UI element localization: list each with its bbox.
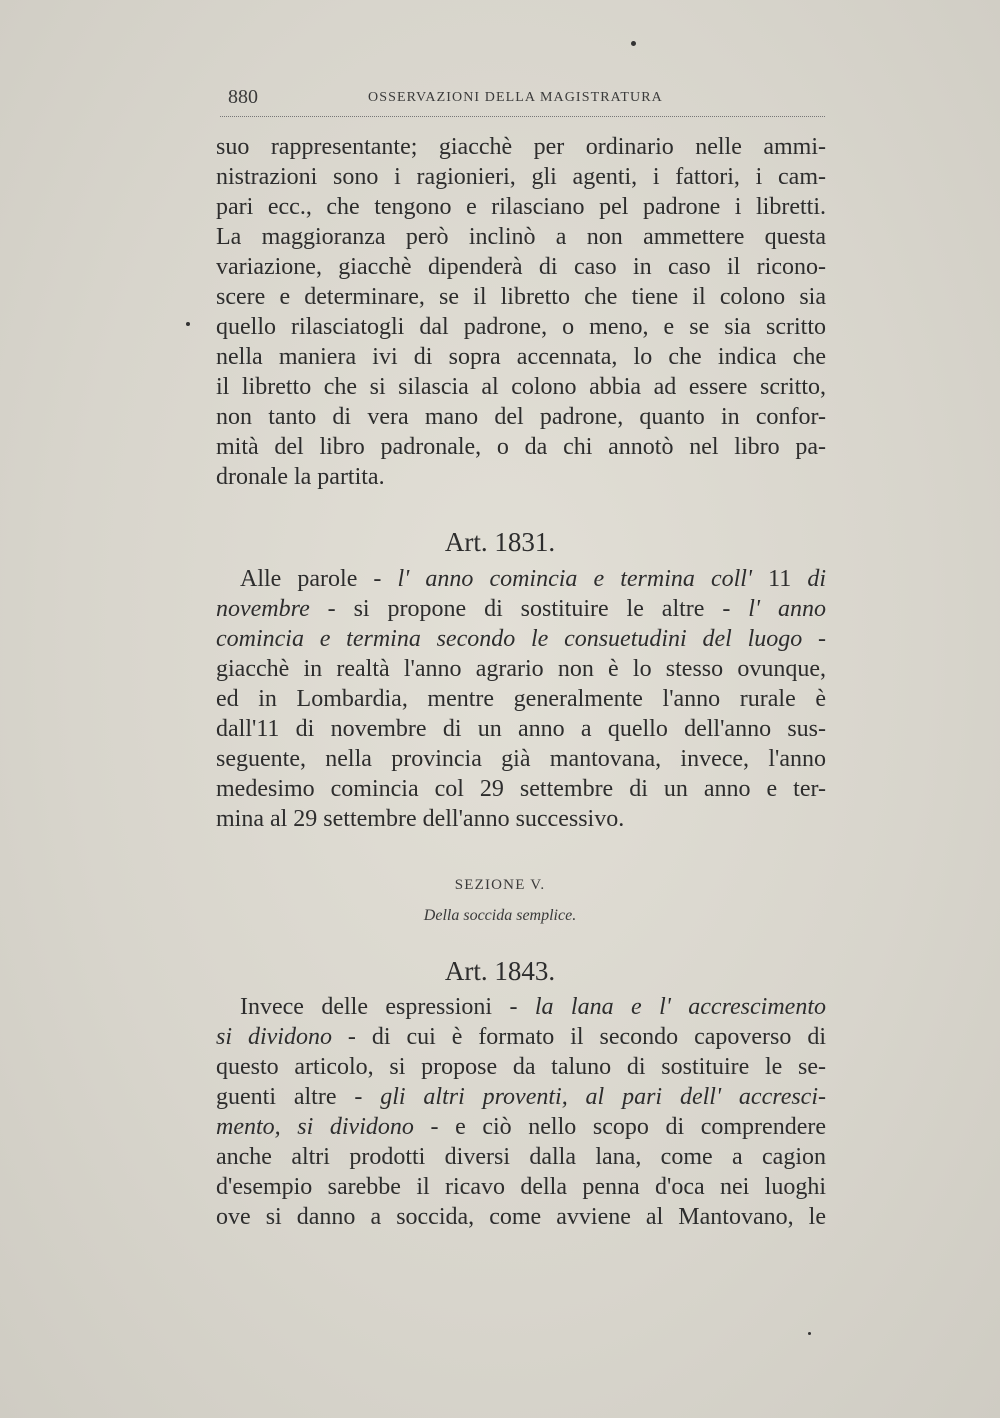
text-line: suo rappresentante; giacchè per ordinario nelle ammi-	[216, 134, 826, 160]
italic-run: si dividono	[216, 1024, 332, 1050]
text-line: quello rilasciatogli dal padrone, o meno, e se sia scritto	[216, 314, 826, 340]
running-head: OSSERVAZIONI DELLA MAGISTRATURA	[368, 90, 663, 105]
italic-run: gli altri proventi, al pari dell' accresci-	[380, 1084, 826, 1110]
text-line: medesimo comincia col 29 settembre di un anno e ter-	[216, 776, 826, 802]
header-rule	[220, 116, 825, 117]
text-line: pari ecc., che tengono e rilasciano pel padrone i libretti.	[216, 194, 826, 220]
italic-run: l' anno	[748, 596, 826, 622]
paragraph-continuation	[216, 132, 826, 492]
text-line: dronale la partita.	[216, 464, 385, 490]
text-line: La maggioranza però inclinò a non ammettere questa	[216, 224, 826, 250]
italic-run: novembre	[216, 596, 310, 622]
text-line: giacchè in realtà l'anno agrario non è lo stesso ovunque,	[216, 656, 826, 682]
section-subtitle: Della soccida semplice.	[423, 907, 577, 924]
italic-run: di	[807, 566, 827, 592]
text-line: non tanto di vera mano del padrone, quanto in confor-	[216, 404, 826, 430]
text-run: Alle parole -	[240, 566, 398, 592]
text-line: d'esempio sarebbe il ricavo della penna d'oca nei luoghi	[216, 1174, 826, 1200]
italic-run: comincia e termina secondo le consuetudini del luogo	[216, 626, 803, 652]
page-number: 880	[228, 86, 258, 108]
article-heading-1843: Art. 1843.	[444, 956, 556, 986]
text-run: 11	[752, 566, 808, 592]
text-line: anche altri prodotti diversi dalla lana, come a cagion	[216, 1144, 826, 1170]
text-line: variazione, giacchè dipenderà di caso in caso il ricono-	[216, 254, 826, 280]
text-line	[216, 594, 826, 624]
text-line	[216, 992, 826, 1022]
text-run: -	[802, 626, 826, 652]
text-line	[216, 1022, 826, 1052]
italic-run: mento, si dividono	[216, 1114, 414, 1140]
text-line	[216, 1112, 826, 1142]
text-line	[216, 564, 826, 594]
text-line: mina al 29 settembre dell'anno successivo.	[216, 806, 625, 832]
text-run: - di cui è formato il secondo capoverso di	[331, 1024, 827, 1050]
text-line: ed in Lombardia, mentre generalmente l'anno rurale è	[216, 686, 826, 712]
text-line	[216, 1082, 826, 1112]
scan-speck	[631, 41, 636, 46]
text-line: ove si danno a soccida, come avviene al Mantovano, le	[216, 1204, 826, 1230]
scan-speck	[186, 322, 190, 326]
article-1831-text	[216, 564, 826, 834]
article-heading-1831: Art. 1831.	[444, 527, 556, 557]
text-run: - e ciò nello scopo di comprendere	[413, 1114, 827, 1140]
text-line: scere e determinare, se il libretto che tiene il colono sia	[216, 284, 826, 310]
text-line: dall'11 di novembre di un anno a quello dell'anno sus-	[216, 716, 826, 742]
scan-speck	[808, 1332, 811, 1335]
text-run: - si propone di sostituire le altre -	[309, 596, 749, 622]
section-heading: SEZIONE V.	[454, 877, 546, 893]
text-line: seguente, nella provincia già mantovana, invece, l'anno	[216, 746, 826, 772]
text-line: nistrazioni sono i ragionieri, gli agenti, i fattori, i cam-	[216, 164, 826, 190]
italic-run: la lana e l' accrescimento	[534, 994, 826, 1020]
text-line: questo articolo, si propose da taluno di sostituire le se-	[216, 1054, 826, 1080]
page-header	[218, 86, 824, 116]
text-line: mità del libro padronale, o da chi annotò nel libro pa-	[216, 434, 826, 460]
text-run: guenti altre -	[216, 1084, 381, 1110]
italic-run: l' anno comincia e termina coll'	[397, 566, 753, 592]
text-line: nella maniera ivi di sopra accennata, lo che indica che	[216, 344, 826, 370]
text-line: il libretto che si silascia al colono abbia ad essere scritto,	[216, 374, 826, 400]
text-run: Invece delle espressioni -	[240, 994, 535, 1020]
article-1843-text	[216, 992, 826, 1232]
text-line	[216, 624, 826, 654]
